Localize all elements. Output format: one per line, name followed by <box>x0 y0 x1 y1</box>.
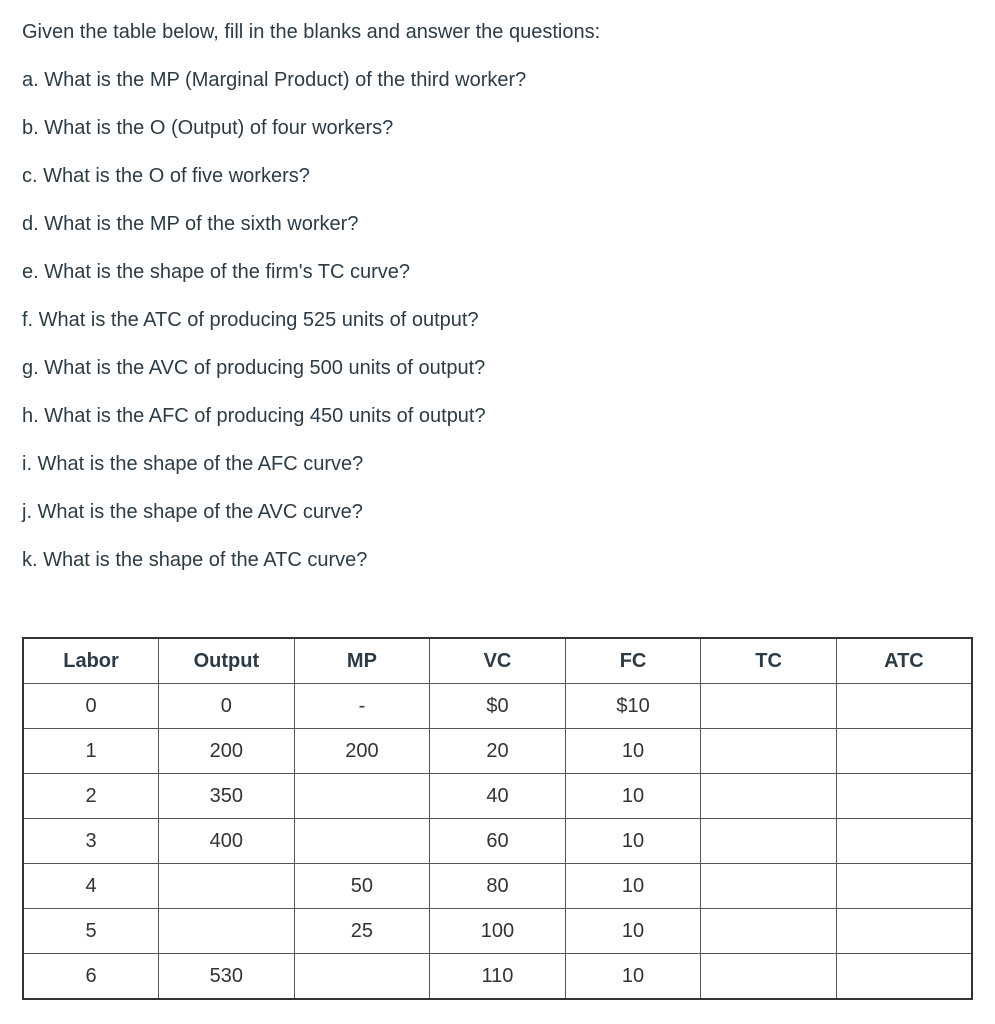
cell-mp <box>294 774 430 819</box>
cell-vc: 110 <box>430 954 566 1000</box>
cell-mp: 200 <box>294 729 430 774</box>
question-f: f. What is the ATC of producing 525 units of output? <box>22 309 479 331</box>
cell-tc <box>701 774 837 819</box>
cell-atc <box>836 819 972 864</box>
cell-fc: 10 <box>565 864 701 909</box>
header-atc: ATC <box>836 638 972 684</box>
header-fc: FC <box>565 638 701 684</box>
question-j: j. What is the shape of the AVC curve? <box>22 501 363 523</box>
cell-vc: 20 <box>430 729 566 774</box>
cell-labor: 5 <box>23 909 159 954</box>
cell-fc: 10 <box>565 774 701 819</box>
cell-tc <box>701 729 837 774</box>
cell-fc: 10 <box>565 954 701 1000</box>
question-g: g. What is the AVC of producing 500 units of output? <box>22 357 486 379</box>
header-vc: VC <box>430 638 566 684</box>
cell-mp: 50 <box>294 864 430 909</box>
cell-atc <box>836 729 972 774</box>
cell-output: 200 <box>159 729 295 774</box>
cell-output: 0 <box>159 684 295 729</box>
cell-atc <box>836 909 972 954</box>
cell-atc <box>836 864 972 909</box>
cell-output: 530 <box>159 954 295 1000</box>
cell-labor: 3 <box>23 819 159 864</box>
table-row <box>23 819 972 864</box>
table-row <box>23 774 972 819</box>
question-h: h. What is the AFC of producing 450 units of output? <box>22 405 486 427</box>
cell-mp: 25 <box>294 909 430 954</box>
table-row <box>23 684 972 729</box>
cell-mp <box>294 954 430 1000</box>
cell-fc: 10 <box>565 729 701 774</box>
question-b: b. What is the O (Output) of four workers? <box>22 117 394 139</box>
table-row <box>23 864 972 909</box>
cell-mp: - <box>294 684 430 729</box>
cell-vc: 100 <box>430 909 566 954</box>
cell-tc <box>701 684 837 729</box>
cell-fc: 10 <box>565 909 701 954</box>
cell-atc <box>836 774 972 819</box>
question-k: k. What is the shape of the ATC curve? <box>22 549 368 571</box>
cell-vc: 80 <box>430 864 566 909</box>
cell-vc: 60 <box>430 819 566 864</box>
cell-output <box>159 909 295 954</box>
cost-table <box>22 637 973 1000</box>
instructions-text: Given the table below, fill in the blanks and answer the questions: <box>22 21 601 43</box>
cell-output <box>159 864 295 909</box>
header-tc: TC <box>701 638 837 684</box>
cell-output: 400 <box>159 819 295 864</box>
table-row <box>23 729 972 774</box>
cell-mp <box>294 819 430 864</box>
cell-tc <box>701 909 837 954</box>
cell-vc: 40 <box>430 774 566 819</box>
header-mp: MP <box>294 638 430 684</box>
question-i: i. What is the shape of the AFC curve? <box>22 453 364 475</box>
cell-vc: $0 <box>430 684 566 729</box>
cell-output: 350 <box>159 774 295 819</box>
cell-tc <box>701 864 837 909</box>
cell-atc <box>836 954 972 1000</box>
cell-fc: $10 <box>565 684 701 729</box>
question-list <box>22 66 526 594</box>
question-e: e. What is the shape of the firm's TC curve? <box>22 261 411 283</box>
cell-labor: 0 <box>23 684 159 729</box>
cell-labor: 6 <box>23 954 159 1000</box>
cell-tc <box>701 954 837 1000</box>
table-row <box>23 954 972 1000</box>
cell-labor: 1 <box>23 729 159 774</box>
header-labor: Labor <box>23 638 159 684</box>
header-output: Output <box>159 638 295 684</box>
cell-fc: 10 <box>565 819 701 864</box>
cell-labor: 2 <box>23 774 159 819</box>
table-row <box>23 909 972 954</box>
question-a: a. What is the MP (Marginal Product) of the third worker? <box>22 69 527 91</box>
cell-tc <box>701 819 837 864</box>
cell-labor: 4 <box>23 864 159 909</box>
question-d: d. What is the MP of the sixth worker? <box>22 213 359 235</box>
cell-atc <box>836 684 972 729</box>
table-header-row <box>23 638 972 684</box>
question-c: c. What is the O of five workers? <box>22 165 310 187</box>
